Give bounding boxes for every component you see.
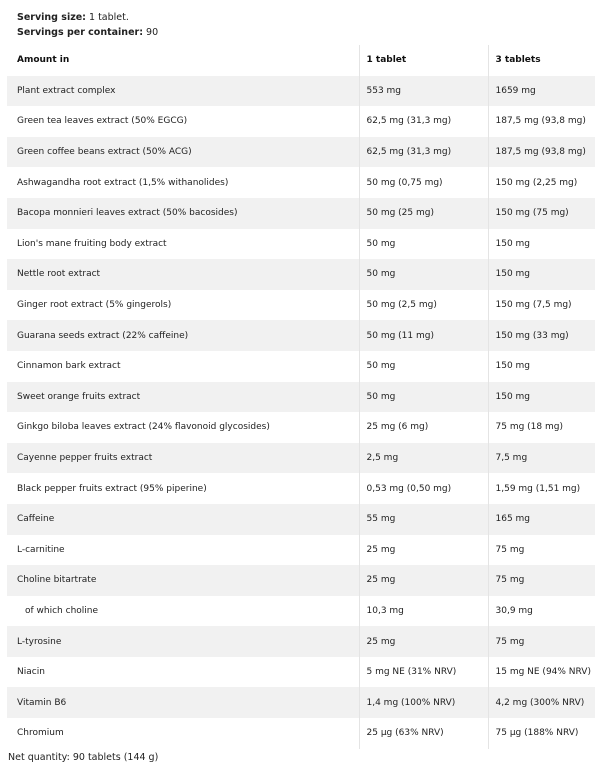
- amount-3-tablets: 7,5 mg: [495, 453, 528, 464]
- amount-1-tablet: 50 mg: [359, 382, 488, 413]
- amount-3-tablets: 150 mg (7,5 mg): [495, 300, 572, 311]
- amount-3-tablets: 75 mg: [495, 575, 525, 586]
- amount-1-tablet: 10,3 mg: [359, 596, 488, 627]
- ingredient-name: Cinnamon bark extract: [7, 351, 359, 382]
- ingredient-name: Green tea leaves extract (50% EGCG): [7, 106, 359, 137]
- table-row: [7, 76, 595, 107]
- amount-1-tablet: 25 µg (63% NRV): [359, 718, 488, 749]
- amount-3-tablets: 150 mg: [495, 269, 531, 280]
- table-row: [7, 259, 595, 290]
- ingredient-name: Bacopa monnieri leaves extract (50% bacosides): [7, 198, 359, 229]
- table-row: [7, 565, 595, 596]
- table-row: [7, 687, 595, 718]
- servings-per-container-line: [17, 25, 158, 40]
- amount-1-tablet: 50 mg (25 mg): [359, 198, 488, 229]
- table-row: [7, 596, 595, 627]
- table-row: [7, 473, 595, 504]
- table-row: [7, 504, 595, 535]
- header-1-tablet: 1 tablet: [359, 45, 488, 76]
- table-row: [7, 320, 595, 351]
- amount-1-tablet: 25 mg: [359, 565, 488, 596]
- table-row: [7, 626, 595, 657]
- amount-3-tablets: 150 mg (2,25 mg): [495, 177, 578, 188]
- table-row: [7, 535, 595, 566]
- amount-3-tablets: 187,5 mg (93,8 mg): [495, 116, 586, 127]
- amount-3-tablets: 150 mg: [495, 361, 531, 372]
- ingredient-name: Guarana seeds extract (22% caffeine): [7, 320, 359, 351]
- amount-3-tablets: 187,5 mg (93,8 mg): [495, 147, 586, 158]
- table-row: [7, 718, 595, 749]
- ingredient-name: Caffeine: [7, 504, 359, 535]
- header-amount-in: Amount in: [7, 45, 359, 76]
- ingredient-name: Ginger root extract (5% gingerols): [7, 290, 359, 321]
- amount-3-tablets: 150 mg (75 mg): [495, 208, 569, 219]
- ingredient-name: Choline bitartrate: [7, 565, 359, 596]
- table-body: [7, 76, 595, 749]
- table-row: [7, 229, 595, 260]
- amount-1-tablet: 25 mg (6 mg): [359, 412, 488, 443]
- ingredient-name: Chromium: [7, 718, 359, 749]
- ingredient-name: Cayenne pepper fruits extract: [7, 443, 359, 474]
- amount-1-tablet: 25 mg: [359, 626, 488, 657]
- table-row: [7, 106, 595, 137]
- ingredient-name: Niacin: [7, 657, 359, 688]
- amount-3-tablets: 15 mg NE (94% NRV): [495, 667, 591, 678]
- ingredient-name: L-carnitine: [7, 535, 359, 566]
- amount-1-tablet: 25 mg: [359, 535, 488, 566]
- nutrition-table: [7, 45, 595, 749]
- amount-3-tablets: 165 mg: [495, 514, 531, 525]
- amount-1-tablet: 50 mg: [359, 259, 488, 290]
- serving-size-line: [17, 10, 158, 25]
- ingredient-name: Ginkgo biloba leaves extract (24% flavonoid glycosides): [7, 412, 359, 443]
- table-row: [7, 167, 595, 198]
- ingredient-name: Green coffee beans extract (50% ACG): [7, 137, 359, 168]
- serving-size-label: Serving size:: [17, 12, 86, 23]
- amount-1-tablet: 0,53 mg (0,50 mg): [359, 473, 488, 504]
- amount-1-tablet: 62,5 mg (31,3 mg): [359, 137, 488, 168]
- table-row: [7, 412, 595, 443]
- ingredient-name: Plant extract complex: [7, 76, 359, 107]
- table-row: [7, 137, 595, 168]
- table-row: [7, 290, 595, 321]
- ingredient-name: Black pepper fruits extract (95% piperine): [7, 473, 359, 504]
- amount-1-tablet: 50 mg (0,75 mg): [359, 167, 488, 198]
- amount-1-tablet: 1,4 mg (100% NRV): [359, 687, 488, 718]
- amount-3-tablets: 150 mg: [495, 238, 531, 249]
- amount-1-tablet: 50 mg (11 mg): [359, 320, 488, 351]
- amount-1-tablet: 5 mg NE (31% NRV): [359, 657, 488, 688]
- amount-3-tablets: 75 mg: [495, 544, 525, 555]
- net-quantity: Net quantity: 90 tablets (144 g): [8, 752, 159, 763]
- amount-3-tablets: 75 µg (188% NRV): [495, 728, 579, 739]
- amount-1-tablet: 50 mg: [359, 351, 488, 382]
- table-header-row: [7, 45, 595, 76]
- ingredient-name: of which choline: [7, 596, 359, 627]
- table-row: [7, 198, 595, 229]
- ingredient-name: Lion's mane fruiting body extract: [7, 229, 359, 260]
- amount-1-tablet: 553 mg: [359, 76, 488, 107]
- amount-3-tablets: 150 mg (33 mg): [495, 330, 569, 341]
- amount-3-tablets: 1659 mg: [495, 85, 536, 96]
- amount-1-tablet: 55 mg: [359, 504, 488, 535]
- table-row: [7, 351, 595, 382]
- header-3-tablets: 3 tablets: [495, 55, 541, 66]
- amount-1-tablet: 50 mg: [359, 229, 488, 260]
- amount-3-tablets: 75 mg (18 mg): [495, 422, 563, 433]
- ingredient-name: Sweet orange fruits extract: [7, 382, 359, 413]
- ingredient-name: Vitamin B6: [7, 687, 359, 718]
- ingredient-name: L-tyrosine: [7, 626, 359, 657]
- servings-per-container-label: Servings per container:: [17, 27, 144, 38]
- servings-per-container-value: 90: [146, 27, 159, 38]
- table-row: [7, 657, 595, 688]
- ingredient-name: Nettle root extract: [7, 259, 359, 290]
- amount-3-tablets: 30,9 mg: [495, 605, 533, 616]
- amount-1-tablet: 50 mg (2,5 mg): [359, 290, 488, 321]
- table-row: [7, 382, 595, 413]
- amount-3-tablets: 4,2 mg (300% NRV): [495, 697, 585, 708]
- amount-3-tablets: 1,59 mg (1,51 mg): [495, 483, 581, 494]
- serving-info: [17, 10, 158, 40]
- table-row: [7, 443, 595, 474]
- serving-size-value: 1 tablet.: [89, 12, 129, 23]
- amount-3-tablets: 150 mg: [495, 391, 531, 402]
- ingredient-name: Ashwagandha root extract (1,5% withanolides): [7, 167, 359, 198]
- amount-3-tablets: 75 mg: [495, 636, 525, 647]
- amount-1-tablet: 62,5 mg (31,3 mg): [359, 106, 488, 137]
- amount-1-tablet: 2,5 mg: [359, 443, 488, 474]
